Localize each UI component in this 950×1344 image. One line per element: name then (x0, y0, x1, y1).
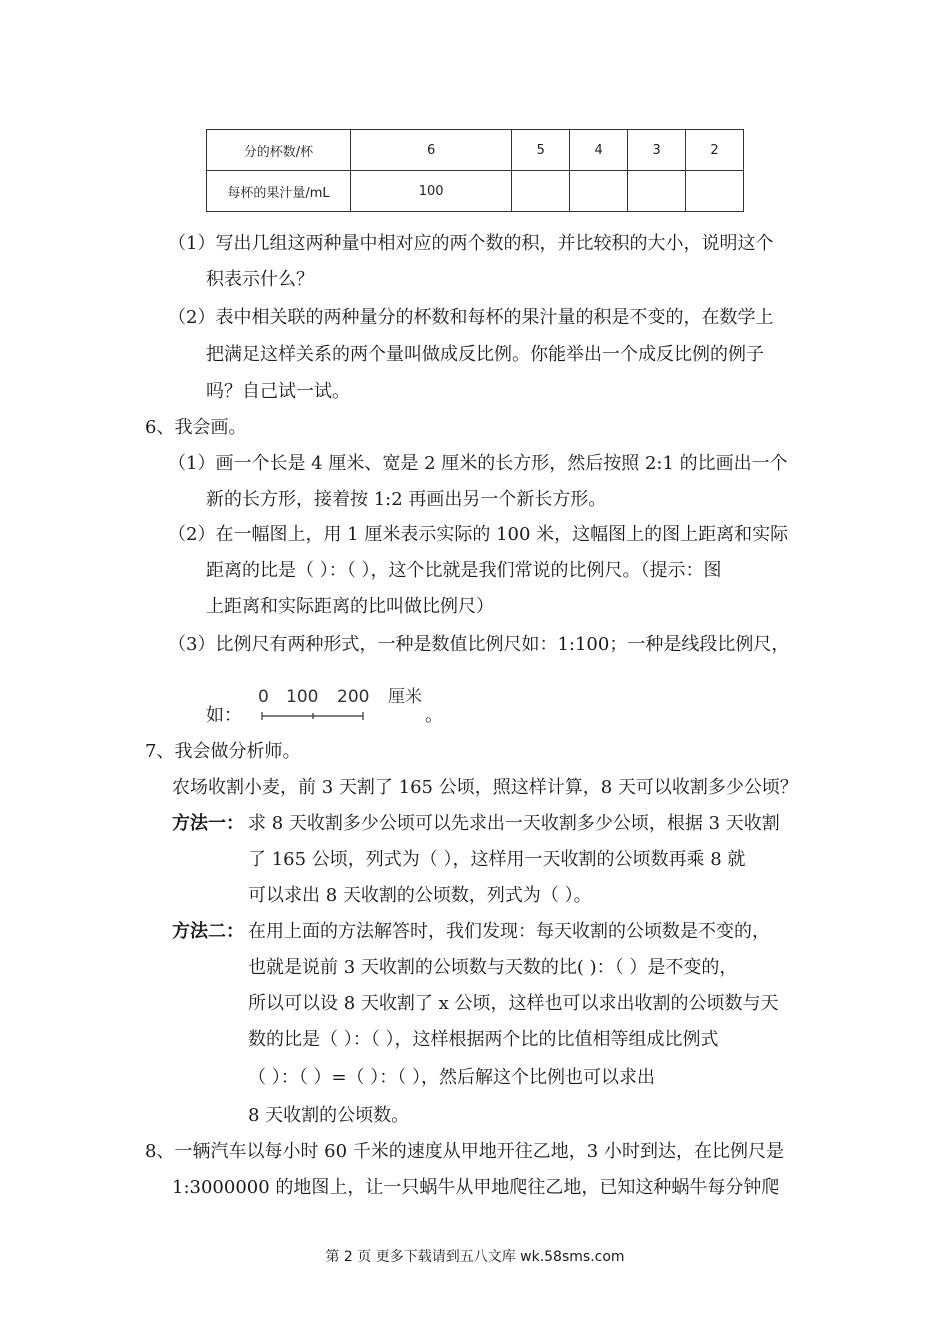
q7-method1-line1: 求 8 天收割多少公顷可以先求出一天收割多少公顷，根据 3 天收割 (248, 813, 780, 834)
q6-part1-line2: 新的长方形，接着按 1:2 再画出另一个新长方形。 (206, 489, 607, 510)
q7-method1-line2: 了 165 公顷，列式为（ ），这样用一天收割的公顷数再乘 8 就 (248, 849, 746, 870)
table-cell: 2 (686, 130, 744, 171)
q6-part2-line1: （2）在一幅图上，用 1 厘米表示实际的 100 米，这幅图上的图上距离和实际 (168, 524, 789, 545)
q7-title: 7、我会做分析师。 (145, 741, 301, 762)
scale-unit: 厘米 (388, 687, 422, 707)
scale-tick-200: 200 (337, 687, 370, 707)
q5-part1-line2: 积表示什么？ (206, 269, 314, 290)
juice-table (206, 129, 744, 212)
table-cell (570, 171, 628, 212)
q7-method1-line3: 可以求出 8 天收割的公顷数，列式为（ ）。 (248, 885, 592, 906)
q6-part1-line1: （1）画一个长是 4 厘米、宽是 2 厘米的长方形，然后按照 2:1 的比画出一个 (168, 453, 788, 474)
q5-part2-line3: 吗？自己试一试。 (206, 381, 350, 402)
q6-part3-suffix: 。 (425, 705, 443, 726)
table-cell: 4 (570, 130, 628, 171)
q7-problem: 农场收割小麦，前 3 天割了 165 公顷，照这样计算，8 天可以收割多少公顷？ (172, 777, 798, 798)
q5-part1-line1: （1）写出几组这两种量中相对应的两个数的积，并比较积的大小，说明这个 (168, 233, 774, 254)
q5-part2-line1: （2）表中相关联的两种量分的杯数和每杯的果汁量的积是不变的，在数学上 (168, 307, 774, 328)
q7-method2-line2: 也就是说前 3 天收割的公顷数与天数的比( )：（ ）是不变的， (248, 957, 738, 978)
q7-method2-line6: 8 天收割的公顷数。 (248, 1105, 410, 1126)
table-cell (686, 171, 744, 212)
table-cell: 6 (351, 130, 512, 171)
table-cell: 3 (628, 130, 686, 171)
q7-method1-label: 方法一： (172, 813, 244, 834)
q7-method2-line5: （ ）：（ ）=（ ）：（ ），然后解这个比例也可以求出 (248, 1067, 655, 1088)
q6-part3-line1: （3）比例尺有两种形式，一种是数值比例尺如：1:100；一种是线段比例尺， (168, 634, 790, 655)
q6-part2-line3: 上距离和实际距离的比叫做比例尺） (206, 596, 494, 617)
q7-method2-line4: 数的比是（ ）：（ ），这样根据两个比的比值相等组成比例式 (248, 1029, 719, 1050)
q6-part2-line2: 距离的比是（ ）：（ ），这个比就是我们常说的比例尺。（提示：图 (206, 560, 722, 581)
table-row-label: 分的杯数/杯 (207, 130, 351, 171)
table-cell: 100 (351, 171, 512, 212)
scale-tick-0: 0 (258, 687, 269, 707)
table-cell: 5 (512, 130, 570, 171)
q8-line2: 1:3000000 的地图上，让一只蜗牛从甲地爬往乙地，已知这种蜗牛每分钟爬 (172, 1177, 780, 1198)
q6-title: 6、我会画。 (145, 417, 247, 438)
table-cell (628, 171, 686, 212)
line-segment-scale (255, 685, 435, 723)
q7-method2-line1: 在用上面的方法解答时，我们发现：每天收割的公顷数是不变的， (248, 921, 770, 942)
q7-method2-label: 方法二： (172, 921, 244, 942)
page-footer: 第 2 页 更多下载请到五八文库 wk.58sms.com (325, 1249, 625, 1265)
q7-method2-line3: 所以可以设 8 天收割了 x 公顷，这样也可以求出收割的公顷数与天 (248, 993, 779, 1014)
q8-line1: 8、一辆汽车以每小时 60 千米的速度从甲地开往乙地，3 小时到达，在比例尺是 (145, 1141, 784, 1162)
table-cell (512, 171, 570, 212)
table-row-label: 每杯的果汁量/mL (207, 171, 351, 212)
scale-tick-100: 100 (286, 687, 319, 707)
q6-part3-prefix: 如： (206, 705, 242, 726)
table-row (207, 130, 744, 171)
table-row (207, 171, 744, 212)
q5-part2-line2: 把满足这样关系的两个量叫做成反比例。你能举出一个成反比例的例子 (206, 344, 764, 365)
